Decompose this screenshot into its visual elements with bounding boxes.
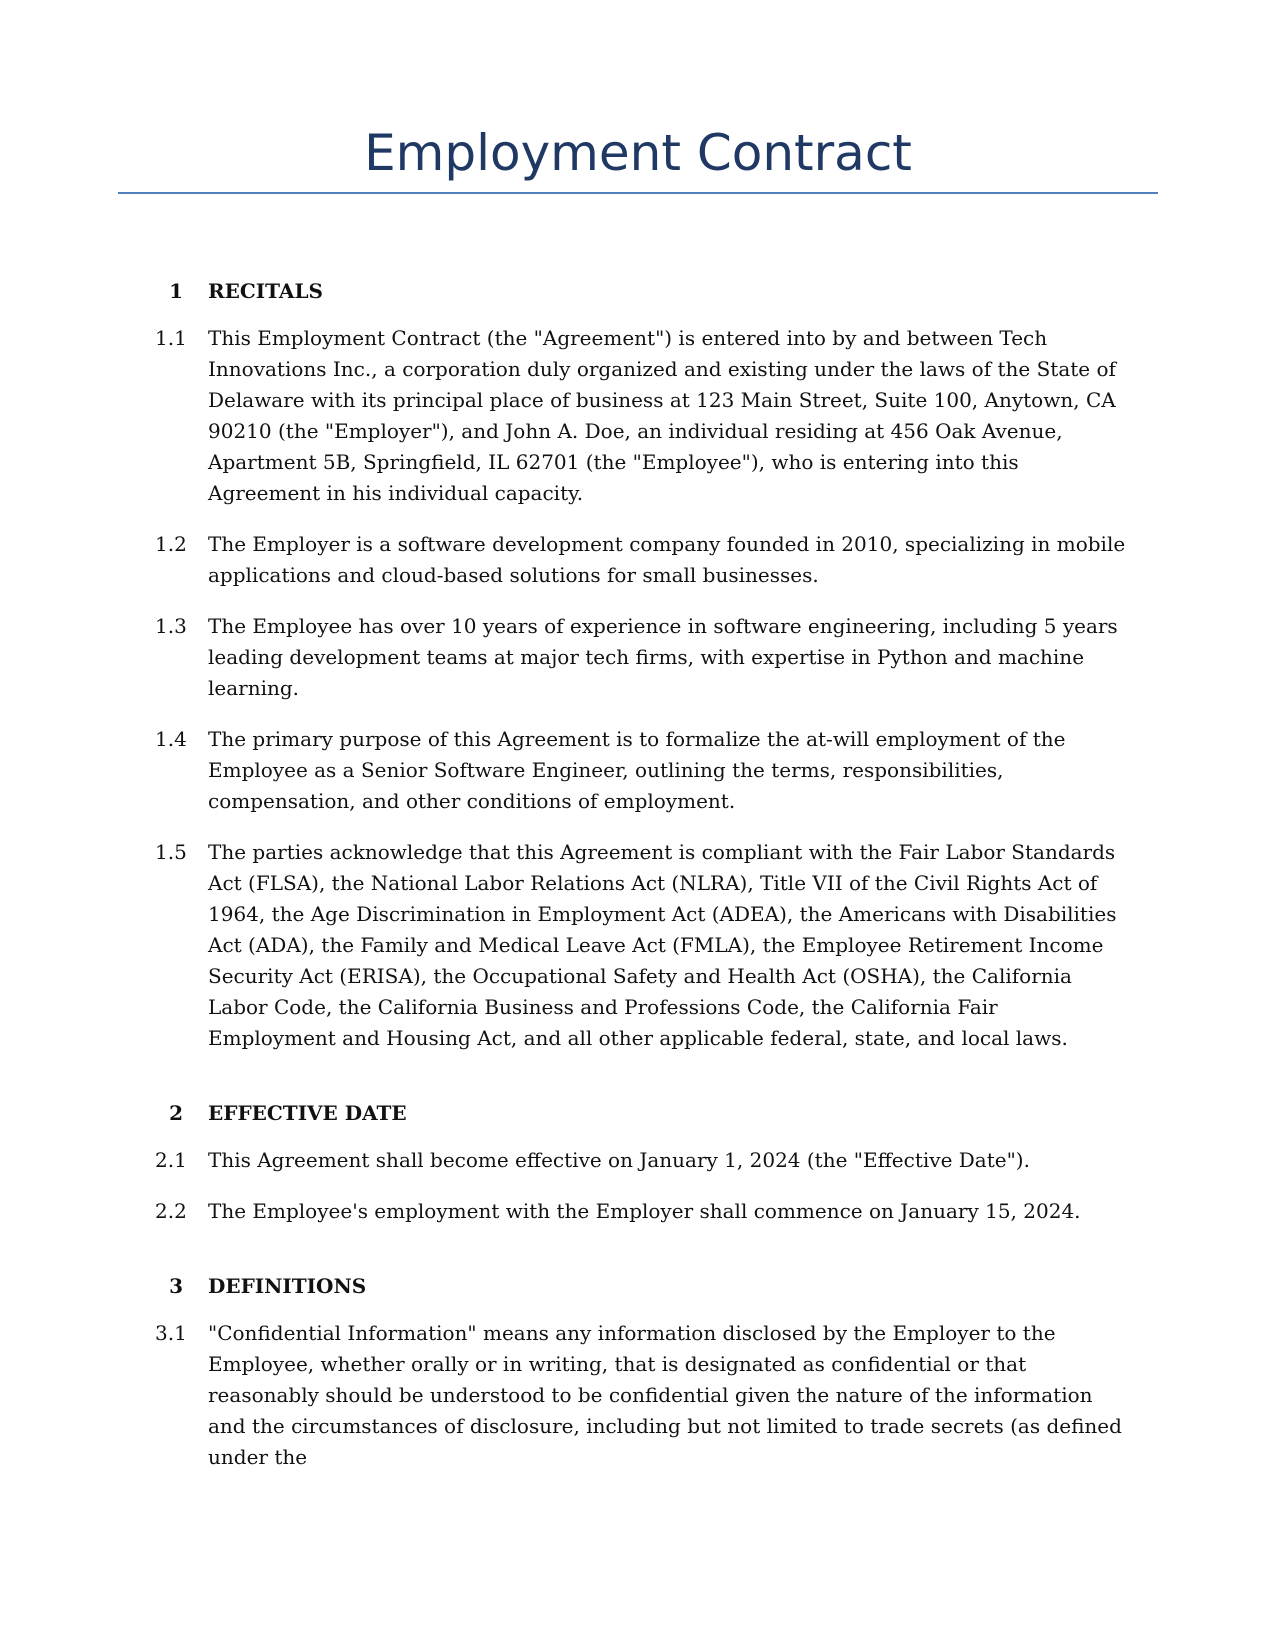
section-heading [0,1092,1275,1135]
clause-number: 1.3 [155,614,187,638]
clause [0,1318,1275,1473]
clause-text: The parties acknowledge that this Agreement is compliant with the Fair Labor Standards Act (FLSA), the National Labor Relations Act (NLRA), Title VII of the Civil Rights Act of 1964, the Age Discrimination in Employment Act (ADEA), the Americans with Disabilities Act (ADA), the Family and Medical Leave Act (FMLA), the Employee Retirement Income Security Act (ERISA), the Occupational Safety and Health Act (OSHA), the California Labor Code, the California Business and Professions Code, the California Fair Employment and Housing Act, and all other applicable federal, state, and local laws. [208,840,1117,1050]
section-title: DEFINITIONS [208,1274,367,1298]
clause [0,724,1275,817]
section-heading [0,270,1275,313]
clause [0,1145,1275,1176]
clause [0,1196,1275,1227]
section-effective-date [0,1092,1275,1227]
section-definitions [0,1265,1275,1473]
clause-number: 1.1 [155,326,187,350]
document-title: Employment Contract [364,124,912,182]
section-number: 1 [169,279,183,303]
clause-number: 3.1 [155,1321,187,1345]
section-heading [0,1265,1275,1308]
document-body [0,270,1275,1511]
clause-number: 1.4 [155,727,187,751]
section-title: RECITALS [208,279,323,303]
section-recitals [0,270,1275,1054]
clause-text: This Agreement shall become effective on January 1, 2024 (the "Effective Date"). [208,1148,1030,1172]
section-number: 2 [169,1101,183,1125]
clause-text: This Employment Contract (the "Agreement") is entered into by and between Tech Innovations Inc., a corporation duly organized and existing under the laws of the State of Delaware with its principal place of business at 123 Main Street, Suite 100, Anytown, CA 90210 (the "Employer"), and John A. Doe, an individual residing at 456 Oak Avenue, Apartment 5B, Springfield, IL 62701 (the "Employee"), who is entering into this Agreement in his individual capacity. [208,326,1116,505]
clause-number: 1.2 [155,532,187,556]
clause-number: 2.1 [155,1148,187,1172]
clause-number: 1.5 [155,840,187,864]
section-title: EFFECTIVE DATE [208,1101,407,1125]
title-underline-rule [118,192,1158,194]
clause-text: The primary purpose of this Agreement is to formalize the at-will employment of the Employee as a Senior Software Engineer, outlining the terms, responsibilities, compensation, and other conditions of employment. [208,727,1066,813]
clause [0,837,1275,1054]
clause-text: "Confidential Information" means any information disclosed by the Employer to the Employee, whether orally or in writing, that is designated as confidential or that reasonably should be understood to be confidential given the nature of the information and the circumstances of disclosure, including but not limited to trade secrets (as defined under the [208,1321,1122,1469]
clause [0,323,1275,509]
clause-text: The Employer is a software development company founded in 2010, specializing in mobile applications and cloud-based solutions for small businesses. [208,532,1126,587]
section-number: 3 [169,1274,183,1298]
clause-text: The Employee has over 10 years of experience in software engineering, including 5 years leading development teams at major tech firms, with expertise in Python and machine learning. [208,614,1118,700]
clause [0,529,1275,591]
clause [0,611,1275,704]
clause-number: 2.2 [155,1199,187,1223]
clause-text: The Employee's employment with the Employer shall commence on January 15, 2024. [208,1199,1081,1223]
